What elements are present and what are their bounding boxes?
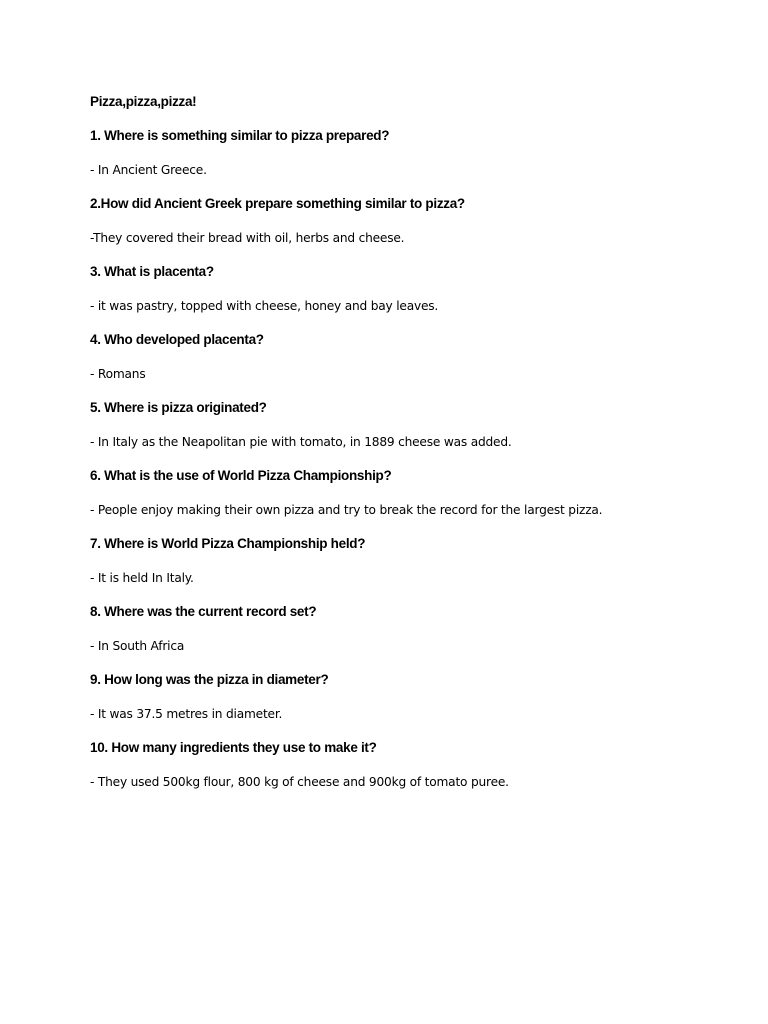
answer-text: - In Ancient Greece. [90,163,207,177]
document-body [90,92,730,806]
answer-text: - it was pastry, topped with cheese, honey and bay leaves. [90,299,439,313]
qa-item [90,534,730,588]
question-text: 5. Where is pizza originated? [90,400,267,415]
qa-item [90,602,730,656]
answer-text: - In South Africa [90,639,185,653]
qa-item [90,398,730,452]
answer-text: - It was 37.5 metres in diameter. [90,707,283,721]
answer-text: - In Italy as the Neapolitan pie with tomato, in 1889 cheese was added. [90,435,512,449]
question-text: 10. How many ingredients they use to make it? [90,740,377,755]
question-text: 4. Who developed placenta? [90,332,264,347]
qa-item [90,126,730,180]
document-title: Pizza,pizza,pizza! [90,94,197,109]
qa-item [90,670,730,724]
qa-item [90,738,730,792]
question-text: 9. How long was the pizza in diameter? [90,672,329,687]
answer-text: - People enjoy making their own pizza and try to break the record for the largest pizza. [90,503,603,517]
answer-text: - Romans [90,367,146,381]
question-text: 7. Where is World Pizza Championship held? [90,536,366,551]
question-text: 1. Where is something similar to pizza prepared? [90,128,390,143]
answer-text: - They used 500kg flour, 800 kg of cheese and 900kg of tomato puree. [90,775,509,789]
qa-item [90,194,730,248]
answer-text: - It is held In Italy. [90,571,194,585]
qa-item [90,466,730,520]
qa-item [90,330,730,384]
qa-item [90,262,730,316]
answer-text: -They covered their bread with oil, herbs and cheese. [90,231,405,245]
question-text: 3. What is placenta? [90,264,214,279]
question-text: 6. What is the use of World Pizza Championship? [90,468,392,483]
question-text: 8. Where was the current record set? [90,604,317,619]
question-text: 2.How did Ancient Greek prepare something similar to pizza? [90,196,465,211]
